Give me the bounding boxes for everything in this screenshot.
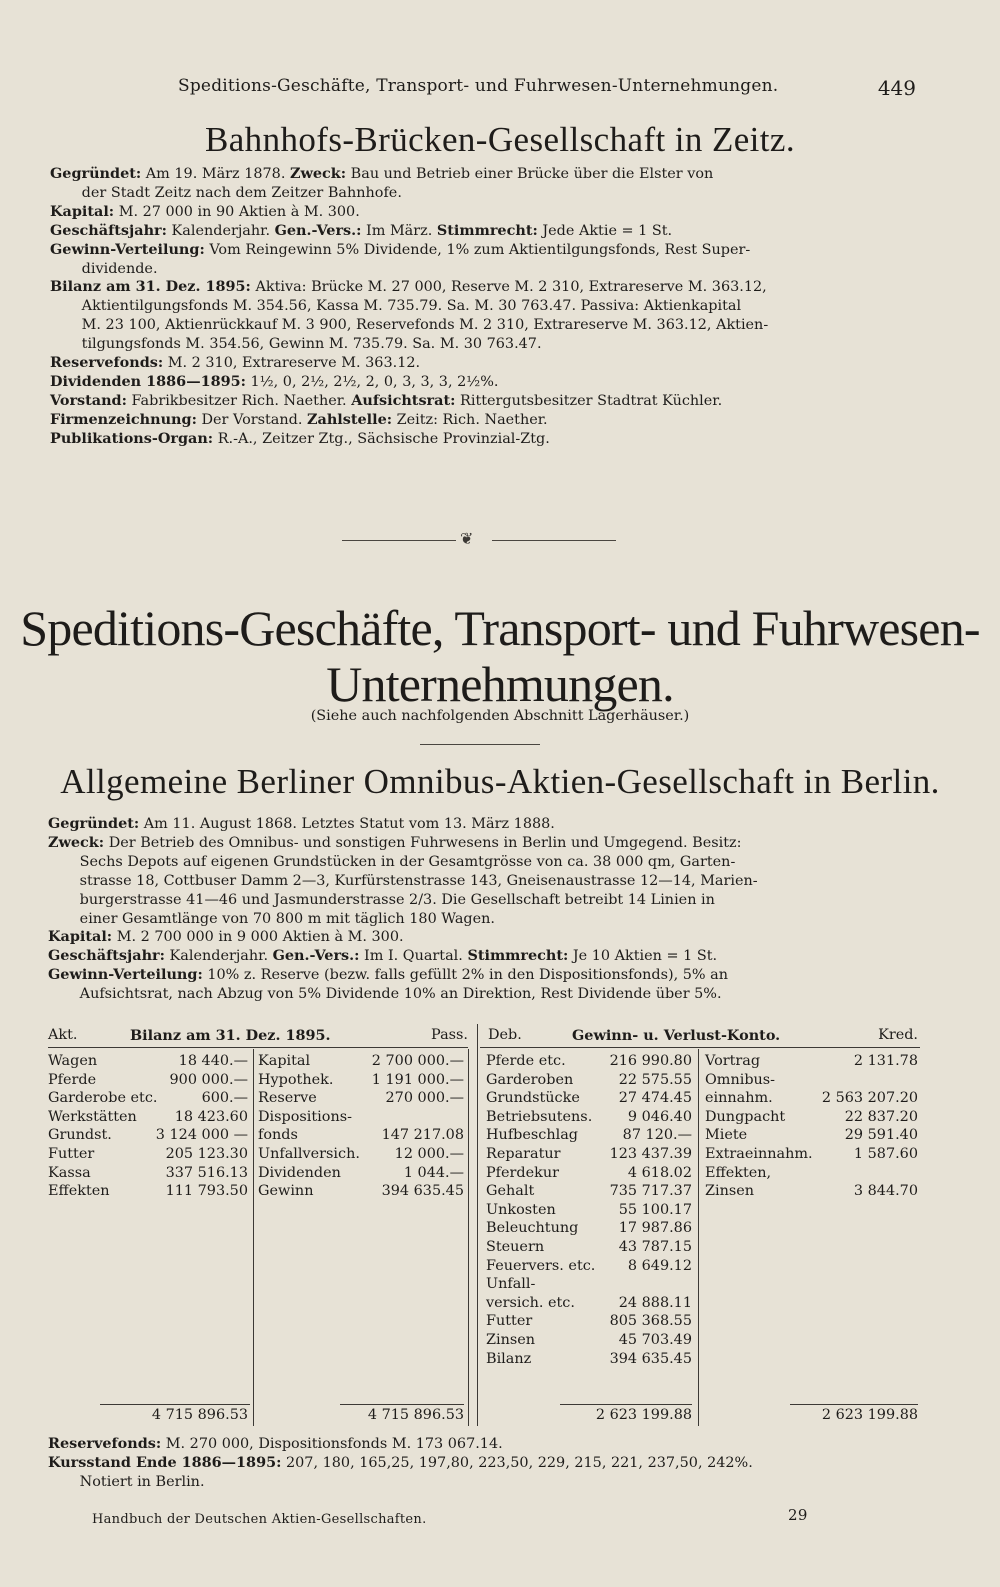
row-label: Zinsen <box>486 1331 536 1348</box>
table-row <box>486 1257 692 1276</box>
row-label: Bilanz <box>486 1350 532 1367</box>
table-row <box>486 1312 692 1331</box>
row-value: 2 131.78 <box>853 1053 918 1069</box>
row-label: Feuervers. etc. <box>486 1257 596 1274</box>
company2-after <box>48 1435 928 1492</box>
guv-title: Gewinn- u. Verlust-Konto. <box>572 1027 781 1044</box>
row-label: Betriebsutens. <box>486 1108 593 1125</box>
row-label: Unkosten <box>486 1201 556 1218</box>
table-row <box>486 1201 692 1220</box>
c1-gegruendet: Gegründet: Am 19. März 1878. Zweck: Bau und Betrieb einer Brücke über die Elster von <box>50 165 714 182</box>
row-label: Grundst. <box>48 1127 112 1144</box>
company1-title: Bahnhofs-Brücken-Gesellschaft in Zeitz. <box>205 120 795 159</box>
bilanz-sum-rule-a <box>100 1404 250 1405</box>
row-label: Extraeinnahm. <box>705 1145 813 1162</box>
company2-body: Gegründet: Am 11. August 1868. Letztes Statut vom 13. März 1888. Zweck: Der Betrieb des Omnibus- und sonstigen Fuhrwesens in Berlin und Umgegend. Besitz: Sechs Depots auf eigenen Grundstücken in der Gesamtgrösse von ca. 38 000 qm, Garten- strasse 18, Cottbuser Damm 2—3, Kurfürstenstrasse 143, Gneisenaustrasse 12—14, Marien- burgerstrasse 41—46 und Jasmunderstrasse 2/3. Die Gesellschaft betreibt 14 Linien in einer Gesamtlänge von 70 800 m mit täglich 180 Wagen. Kapital: M. 2 700 000 in 9 000 Aktien à M. 300. Geschäftsjahr: Kalenderjahr. Gen.-Vers.: Im I. Quartal. Stimmrecht: Je 10 Aktien = 1 St. Gewinn-Verteilung: 10% z. Reserve (bezw. falls gefüllt 2% in den Dispositionsfonds), 5% an Aufsichtsrat, nach Abzug von 5% Dividende 10% an Direktion, Rest Dividende über 5%. <box>48 815 924 1004</box>
row-label: Unfall- <box>486 1276 536 1293</box>
section-rule <box>420 744 540 745</box>
table-row <box>486 1108 692 1127</box>
row-value: 87 120.— <box>622 1127 692 1144</box>
row-label: Dividenden <box>258 1164 341 1181</box>
table-row <box>705 1182 918 1201</box>
row-label: versich. etc. <box>486 1294 575 1311</box>
ornament-icon: ❦ <box>460 529 474 548</box>
bilanz-sum-rule-p <box>340 1404 464 1405</box>
row-value: 3 844.70 <box>853 1183 918 1200</box>
row-value: 205 123.30 <box>165 1145 248 1162</box>
row-label: Gewinn <box>258 1183 314 1200</box>
page-number: 449 <box>877 76 916 100</box>
table-row <box>258 1108 464 1127</box>
row-label: Futter <box>48 1145 95 1162</box>
table-row <box>258 1071 464 1090</box>
divider-left <box>342 540 456 541</box>
divider-right <box>492 540 616 541</box>
row-value: 600.— <box>201 1090 248 1107</box>
footer-signature: 29 <box>788 1506 808 1524</box>
bilanz-title: Bilanz am 31. Dez. 1895. <box>130 1027 331 1044</box>
table-row <box>705 1108 918 1127</box>
bilanz-total-passiva: 4 715 896.53 <box>367 1407 464 1423</box>
row-value: 8 649.12 <box>627 1257 692 1274</box>
row-label: Garderobe etc. <box>48 1090 158 1107</box>
c1-firmenzeichnung: Firmenzeichnung: Der Vorstand. Zahlstelle: Zeitz: Rich. Naether. <box>50 410 548 428</box>
row-value: 45 703.49 <box>618 1331 692 1348</box>
row-label: Pferde <box>48 1071 97 1088</box>
table-row <box>486 1350 692 1369</box>
row-label: Effekten, <box>705 1164 772 1181</box>
row-label: Hypothek. <box>258 1071 334 1088</box>
table-row <box>486 1089 692 1108</box>
guv-kred-label: Kred. <box>878 1027 918 1043</box>
section-title: Speditions-Geschäfte, Transport- und Fuhrwesen- Unternehmungen. <box>20 600 980 712</box>
c1-kapital: Kapital: M. 27 000 in 90 Aktien à M. 300. <box>50 202 360 220</box>
bilanz-aktiva <box>48 1052 248 1201</box>
row-label: fonds <box>258 1127 298 1144</box>
row-label: Werkstätten <box>48 1108 137 1125</box>
row-label: Garderoben <box>486 1071 574 1088</box>
row-label: Wagen <box>48 1053 98 1069</box>
table-row <box>48 1052 248 1071</box>
c1-vorstand: Vorstand: Fabrikbesitzer Rich. Naether. Aufsichtsrat: Rittergutsbesitzer Stadtrat Küchler. <box>50 391 723 409</box>
c2-geschaeftsjahr: Geschäftsjahr: Kalenderjahr. Gen.-Vers.: Im I. Quartal. Stimmrecht: Je 10 Aktien = 1 St. <box>48 947 718 965</box>
c2-notiert: Notiert in Berlin. <box>79 1473 205 1490</box>
table-row <box>48 1126 248 1145</box>
row-value: 24 888.11 <box>618 1294 692 1311</box>
row-label: Zinsen <box>705 1183 755 1200</box>
table-row <box>258 1052 464 1071</box>
row-label: Miete <box>705 1127 748 1144</box>
table-row <box>258 1126 464 1145</box>
row-value: 805 368.55 <box>609 1313 692 1330</box>
guv-debit <box>486 1052 692 1368</box>
row-value: 735 717.37 <box>609 1183 692 1200</box>
table-row <box>486 1052 692 1071</box>
guv-total-debit: 2 623 199.88 <box>595 1407 692 1423</box>
row-label: Futter <box>486 1313 533 1330</box>
table-row <box>705 1164 918 1183</box>
row-value: 27 474.45 <box>618 1090 692 1107</box>
table-row <box>48 1164 248 1183</box>
c1-gewinn: Gewinn-Verteilung: Vom Reingewinn 5% Dividende, 1% zum Aktientilgungsfonds, Rest Super- <box>50 240 751 258</box>
bilanz-akt-label: Akt. <box>48 1027 78 1043</box>
row-value: 2 563 207.20 <box>821 1090 918 1107</box>
row-value: 337 516.13 <box>165 1164 248 1181</box>
table-row <box>48 1089 248 1108</box>
guv-top-rule <box>480 1047 920 1048</box>
row-label: Dispositions- <box>258 1108 352 1125</box>
c1-bilanz: Bilanz am 31. Dez. 1895: Aktiva: Brücke M. 27 000, Reserve M. 2 310, Extrareserve M. 363.12, <box>50 278 767 296</box>
row-label: Unfallversich. <box>258 1145 360 1162</box>
table-row <box>486 1331 692 1350</box>
bilanz-top-rule <box>48 1047 468 1048</box>
row-value: 270 000.— <box>385 1090 464 1107</box>
table-row <box>705 1071 918 1090</box>
row-value: 12 000.— <box>394 1145 464 1162</box>
row-label: einnahm. <box>705 1090 773 1107</box>
row-label: Kassa <box>48 1164 91 1181</box>
row-value: 18 440.— <box>178 1053 248 1069</box>
row-label: Reparatur <box>486 1145 561 1162</box>
c2-reservefonds: Reservefonds: M. 270 000, Dispositionsfonds M. 173 067.14. <box>48 1435 503 1452</box>
row-value: 1 191 000.— <box>371 1071 464 1088</box>
row-value: 18 423.60 <box>174 1108 248 1125</box>
row-label: Steuern <box>486 1238 545 1255</box>
row-value: 111 793.50 <box>165 1183 248 1200</box>
guv-left-rule <box>477 1024 478 1426</box>
c2-zweck: Zweck: Der Betrieb des Omnibus- und sonstigen Fuhrwesens in Berlin und Umgegend. Besitz: <box>48 833 742 851</box>
row-label: Vortrag <box>705 1053 761 1069</box>
row-label: Effekten <box>48 1183 110 1200</box>
row-label: Omnibus- <box>705 1071 776 1088</box>
table-row <box>705 1145 918 1164</box>
row-value: 17 987.86 <box>618 1220 692 1237</box>
table-row <box>486 1145 692 1164</box>
table-row <box>486 1126 692 1145</box>
guv-deb-label: Deb. <box>488 1027 522 1043</box>
table-row <box>258 1145 464 1164</box>
row-value: 3 124 000 — <box>155 1127 248 1144</box>
table-row <box>48 1071 248 1090</box>
guv-sum-rule-d <box>560 1404 692 1405</box>
guv-sum-rule-c <box>790 1404 918 1405</box>
row-label: Gehalt <box>486 1183 535 1200</box>
table-row <box>705 1126 918 1145</box>
table-row <box>258 1182 464 1201</box>
row-value: 394 635.45 <box>381 1183 464 1200</box>
c1-publikations: Publikations-Organ: R.-A., Zeitzer Ztg., Sächsische Provinzial-Ztg. <box>50 429 550 447</box>
bilanz-header <box>48 1027 468 1043</box>
guv-total-credit: 2 623 199.88 <box>821 1407 918 1423</box>
c2-kapital: Kapital: M. 2 700 000 in 9 000 Aktien à M. 300. <box>48 928 404 946</box>
bilanz-passiva <box>258 1052 464 1201</box>
table-row <box>48 1182 248 1201</box>
table-row <box>486 1294 692 1313</box>
c1-reservefonds: Reservefonds: M. 2 310, Extrareserve M. 363.12. <box>50 354 421 372</box>
row-value: 900 000.— <box>169 1071 248 1088</box>
table-row <box>705 1089 918 1108</box>
guv-header <box>488 1027 918 1043</box>
row-value: 9 046.40 <box>627 1108 692 1125</box>
row-value: 123 437.39 <box>609 1145 692 1162</box>
table-row <box>486 1219 692 1238</box>
table-row <box>486 1071 692 1090</box>
bilanz-mid-rule <box>253 1049 254 1426</box>
row-value: 2 700 000.— <box>371 1053 464 1069</box>
row-value: 43 787.15 <box>618 1238 692 1255</box>
row-label: Kapital <box>258 1053 311 1069</box>
row-value: 216 990.80 <box>609 1053 692 1069</box>
row-label: Pferde etc. <box>486 1053 566 1069</box>
section-note: (Siehe auch nachfolgenden Abschnitt Lagerhäuser.) <box>310 708 690 724</box>
row-value: 1 044.— <box>403 1164 464 1181</box>
table-row <box>705 1052 918 1071</box>
bilanz-right-rule <box>468 1049 469 1426</box>
table-row <box>486 1238 692 1257</box>
company2-title: Allgemeine Berliner Omnibus-Aktien-Gesellschaft in Berlin. <box>60 762 940 801</box>
row-value: 4 618.02 <box>627 1164 692 1181</box>
running-head: Speditions-Geschäfte, Transport- und Fuhrwesen-Unternehmungen. <box>178 76 779 96</box>
row-value: 55 100.17 <box>618 1201 692 1218</box>
table-row <box>48 1108 248 1127</box>
row-label: Grundstücke <box>486 1090 580 1107</box>
row-value: 1 587.60 <box>853 1145 918 1162</box>
bilanz-pass-label: Pass. <box>431 1027 468 1043</box>
guv-mid-rule <box>698 1049 699 1426</box>
row-label: Hufbeschlag <box>486 1127 578 1144</box>
table-row <box>48 1145 248 1164</box>
row-label: Pferdekur <box>486 1164 560 1181</box>
bilanz-total-aktiva: 4 715 896.53 <box>151 1407 248 1423</box>
row-value: 147 217.08 <box>381 1127 464 1144</box>
c2-gewinn: Gewinn-Verteilung: 10% z. Reserve (bezw. falls gefüllt 2% in den Dispositionsfonds), 5% an <box>48 966 729 984</box>
c1-geschaeftsjahr: Geschäftsjahr: Kalenderjahr. Gen.-Vers.: Im März. Stimmrecht: Jede Aktie = 1 St. <box>50 221 673 239</box>
row-value: 22 575.55 <box>618 1071 692 1088</box>
table-row <box>258 1164 464 1183</box>
row-value: 22 837.20 <box>844 1108 918 1125</box>
footer-handbuch: Handbuch der Deutschen Aktien-Gesellschaften. <box>92 1512 427 1527</box>
table-row <box>486 1275 692 1294</box>
row-value: 29 591.40 <box>844 1127 918 1144</box>
row-value: 394 635.45 <box>609 1350 692 1367</box>
table-row <box>486 1182 692 1201</box>
company1-body: Gegründet: Am 19. März 1878. Zweck: Bau und Betrieb einer Brücke über die Elster von der Stadt Zeitz nach dem Zeitzer Bahnhofe. Kapital: M. 27 000 in 90 Aktien à M. 300. Geschäftsjahr: Kalenderjahr. Gen.-Vers.: Im März. Stimmrecht: Jede Aktie = 1 St. Gewinn-Verteilung: Vom Reingewinn 5% Dividende, 1% zum Aktientilgungsfonds, Rest Super- dividende. Bilanz am 31. Dez. 1895: Aktiva: Brücke M. 27 000, Reserve M. 2 310, Extrareserve M. 363.12, Aktientilgungsfonds M. 354.56, Kassa M. 735.79. Sa. M. 30 763.47. Passiva: Aktienkapital M. 23 100, Aktienrückkauf M. 3 900, Reservefonds M. 2 310, Extrareserve M. 363.12, Aktien- tilgungsfonds M. 354.56, Gewinn M. 735.79. Sa. M. 30 763.47. Reservefonds: M. 2 310, Extrareserve M. 363.12. Dividenden 1886—1895: 1½, 0, 2½, 2½, 2, 0, 3, 3, 3, 2½%. Vorstand: Fabrikbesitzer Rich. Naether. Aufsichtsrat: Rittergutsbesitzer Stadtrat Küchler. Firmenzeichnung: Der Vorstand. Zahlstelle: Zeitz: Rich. Naether. Publikations-Organ: R.-A., Zeitzer Ztg., Sächsische Provinzial-Ztg. <box>50 165 920 449</box>
row-label: Reserve <box>258 1090 317 1107</box>
row-label: Dungpacht <box>705 1108 786 1125</box>
row-label: Beleuchtung <box>486 1220 579 1237</box>
c2-kursstand: Kursstand Ende 1886—1895: 207, 180, 165,25, 197,80, 223,50, 229, 215, 221, 237,50, 242%. <box>48 1453 753 1471</box>
guv-credit <box>705 1052 918 1201</box>
c2-gegruendet: Gegründet: Am 11. August 1868. Letztes Statut vom 13. März 1888. <box>48 815 555 832</box>
table-row <box>258 1089 464 1108</box>
table-row <box>486 1164 692 1183</box>
c1-dividenden: Dividenden 1886—1895: 1½, 0, 2½, 2½, 2, 0, 3, 3, 3, 2½%. <box>50 372 499 390</box>
